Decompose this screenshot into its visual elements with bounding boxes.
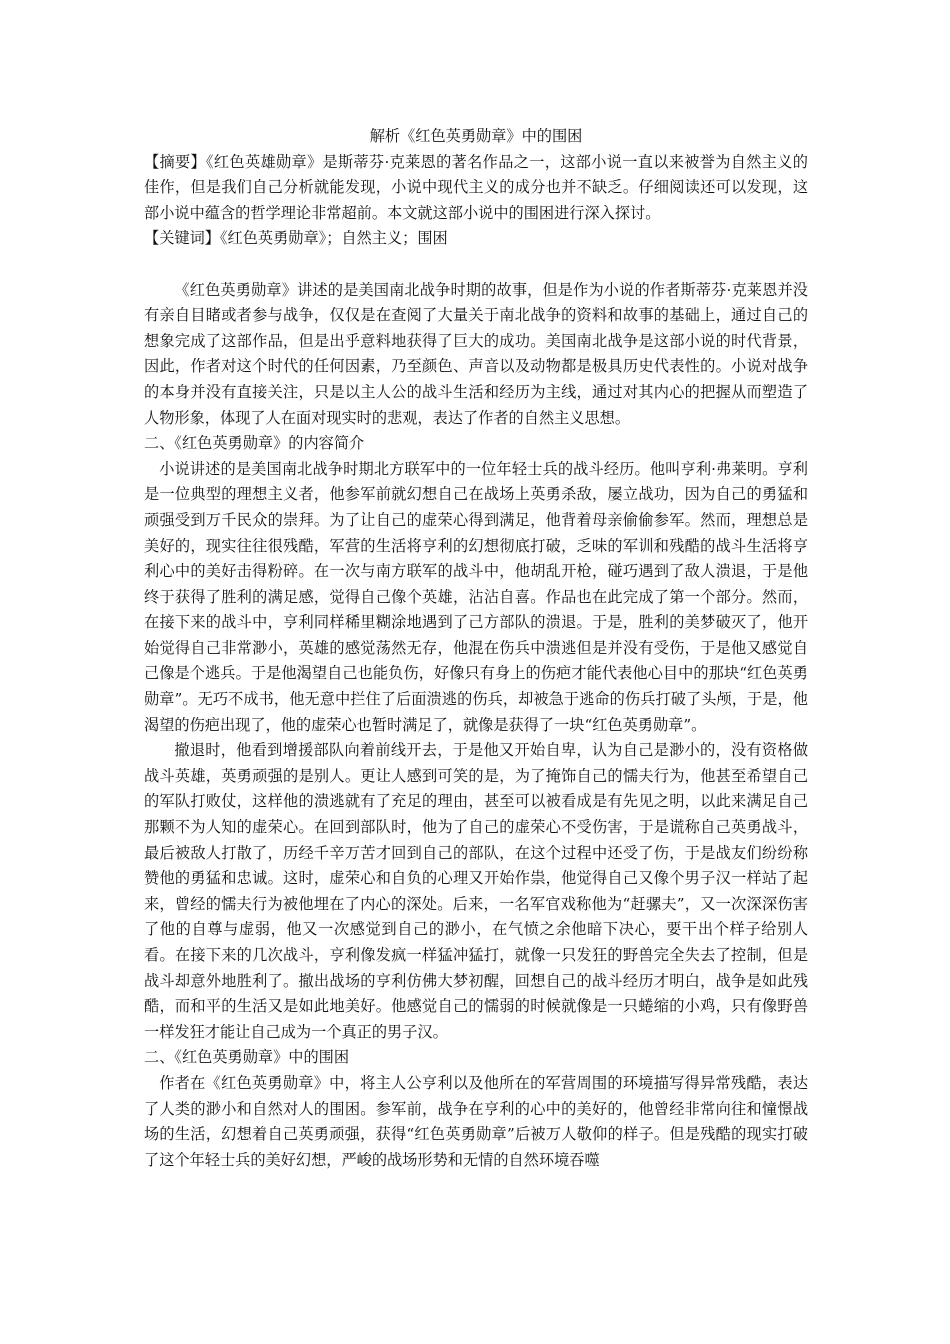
section-heading: 二、《红色英勇勋章》中的围困: [144, 1048, 350, 1067]
document-title: 解析《红色英勇勋章》中的围困: [369, 127, 583, 145]
section-heading: 二、《红色英勇勋章》的内容简介: [144, 434, 365, 453]
keywords-line: 【关键词】《红色英勇勋章》；自然主义；围困: [144, 229, 448, 248]
blank-line: [144, 252, 808, 278]
abstract-paragraph: 【摘要】《红色英雄勋章》是斯蒂芬·克莱恩的著名作品之一，这部小说一直以来被誉为自然主义的佳作，但是我们自己分析就能发现，小说中现代主义的成分也并不缺乏。仔细阅读还可以发现，这部小说中蕴含的哲学理论非常超前。本文就这部小说中的围困进行深入探讨。: [144, 152, 808, 222]
body-paragraph: 小说讲述的是美国南北战争时期北方联军中的一位年轻士兵的战斗经历。他叫亨利·弗莱明。亨利是一位典型的理想主义者，他参军前就幻想自己在战场上英勇杀敌，屡立战功，因为自己的勇猛和顽强受到万千民众的崇拜。为了让自己的虚荣心得到满足，他背着母亲偷偷参军。然而，理想总是美好的，现实往往很残酷，军营的生活将亨利的幻想彻底打破，乏味的军训和残酷的战斗生活将亨利心中的美好击得粉碎。在一次与南方联军的战斗中，他胡乱开枪，碰巧遇到了敌人溃退，于是他终于获得了胜利的满足感，觉得自己像个英雄，沾沾自喜。作品也在此完成了第一个部分。然而，在接下来的战斗中，亨利同样稀里糊涂地遇到了己方部队的溃退。于是，胜利的美梦破灭了，他开始觉得自己非常渺小，英雄的感觉荡然无存，他混在伤兵中溃逃但是并没有受伤，于是他又感觉自己像是个逃兵。于是他渴望自己也能负伤，好像只有身上的伤疤才能代表他心目中的那块“红色英勇勋章”。无巧不成书，他无意中拦住了后面溃逃的伤兵，却被急于逃命的伤兵打破了头颅，于是，他渴望的伤疤出现了，他的虚荣心也暂时满足了，就像是获得了一块“红色英勇勋章”。: [144, 459, 808, 734]
body-paragraph: 作者在《红色英勇勋章》中，将主人公亨利以及他所在的军营周围的环境描写得异常残酷，表达了人类的渺小和自然对人的围困。参军前，战争在亨利的心中的美好的，他曾经非常向往和憧憬战场的生活，幻想着自己英勇顽强，获得“红色英勇勋章”后被万人敬仰的样子。但是残酷的现实打破了这个年轻士兵的美好幻想，严峻的战场形势和无情的自然环境吞噬: [144, 1073, 808, 1169]
document-page: [144, 124, 808, 1173]
body-paragraph: 撤退时，他看到增援部队向着前线开去，于是他又开始自卑，认为自己是渺小的，没有资格做战斗英雄，英勇顽强的是别人。更让人感到可笑的是，为了掩饰自己的懦夫行为，他甚至希望自己的军队打败仗，这样他的溃逃就有了充足的理由，甚至可以被看成是有先见之明，以此来满足自己那颗不为人知的虚荣心。在回到部队时，他为了自己的虚荣心不受伤害，于是谎称自己英勇战斗，最后被敌人打散了，历经千辛万苦才回到自己的部队，在这个过程中还受了伤，于是战友们纷纷称赞他的勇猛和忠诚。这时，虚荣心和自负的心理又开始作祟，他觉得自己又像个男子汉一样站了起来，曾经的懦夫行为被他埋在了内心的深处。后来，一名军官戏称他为“赶骡夫”，又一次深深伤害了他的自尊与虚弱，他又一次感觉到自己的渺小，在气愤之余他暗下决心，要干出个样子给别人看。在接下来的几次战斗，亨利像发疯一样猛冲猛打，就像一只发狂的野兽完全失去了控制，但是战斗却意外地胜利了。撤出战场的亨利仿佛大梦初醒，回想自己的战斗经历才明白，战争是如此残酷，而和平的生活又是如此地美好。他感觉自己的懦弱的时候就像是一只蜷缩的小鸡，只有像野兽一样发狂才能让自己成为一个真正的男子汉。: [144, 741, 808, 1041]
intro-paragraph: 《红色英勇勋章》讲述的是美国南北战争时期的故事，但是作为小说的作者斯蒂芬·克莱恩并没有亲自目睹或者参与战争，仅仅是在查阅了大量关于南北战争的资料和故事的基础上，通过自己的想象完成了这部作品，但是出乎意料地获得了巨大的成功。美国南北战争是这部小说的时代背景，因此，作者对这个时代的任何因素，乃至颜色、声音以及动物都是极具历史代表性的。小说对战争的本身并没有直接关注，只是以主人公的战斗生活和经历为主线，通过对其内心的把握从而塑造了人物形象，体现了人在面对现实时的悲观，表达了作者的自然主义思想。: [144, 280, 808, 427]
